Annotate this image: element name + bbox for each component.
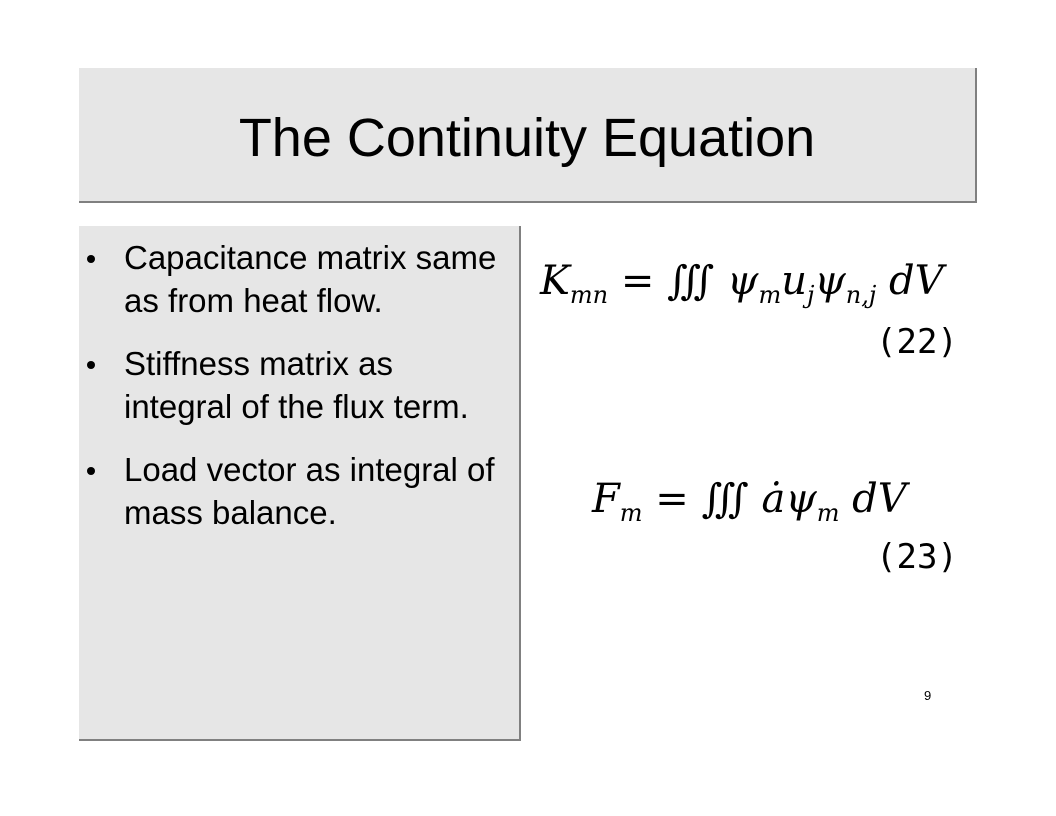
bullet-icon [87,361,95,369]
equation-number: (23) [876,537,958,577]
bullet-box [79,226,521,741]
list-item [79,342,504,428]
equation-load: $F_m$ = ∭ $ȧ\psi_m$ dV [592,476,907,527]
bullet-text: Capacitance matrix same as from heat flow. [124,239,497,319]
equation-number: (22) [876,322,958,362]
list-item [79,236,504,322]
bullet-icon [87,467,95,475]
slide-title: The Continuity Equation [238,107,816,168]
bullet-text: Stiffness matrix as integral of the flux term. [124,345,469,425]
page-number: 9 [924,688,932,703]
equation-stiffness: $K_{mn}$ = ∭ $\psi_mu_j\psi_{n,j}$ dV [540,258,944,309]
bullet-text: Load vector as integral of mass balance. [124,451,495,531]
list-item [79,448,504,534]
bullet-icon [87,255,95,263]
title-box [79,68,977,203]
bullet-list [79,236,504,554]
